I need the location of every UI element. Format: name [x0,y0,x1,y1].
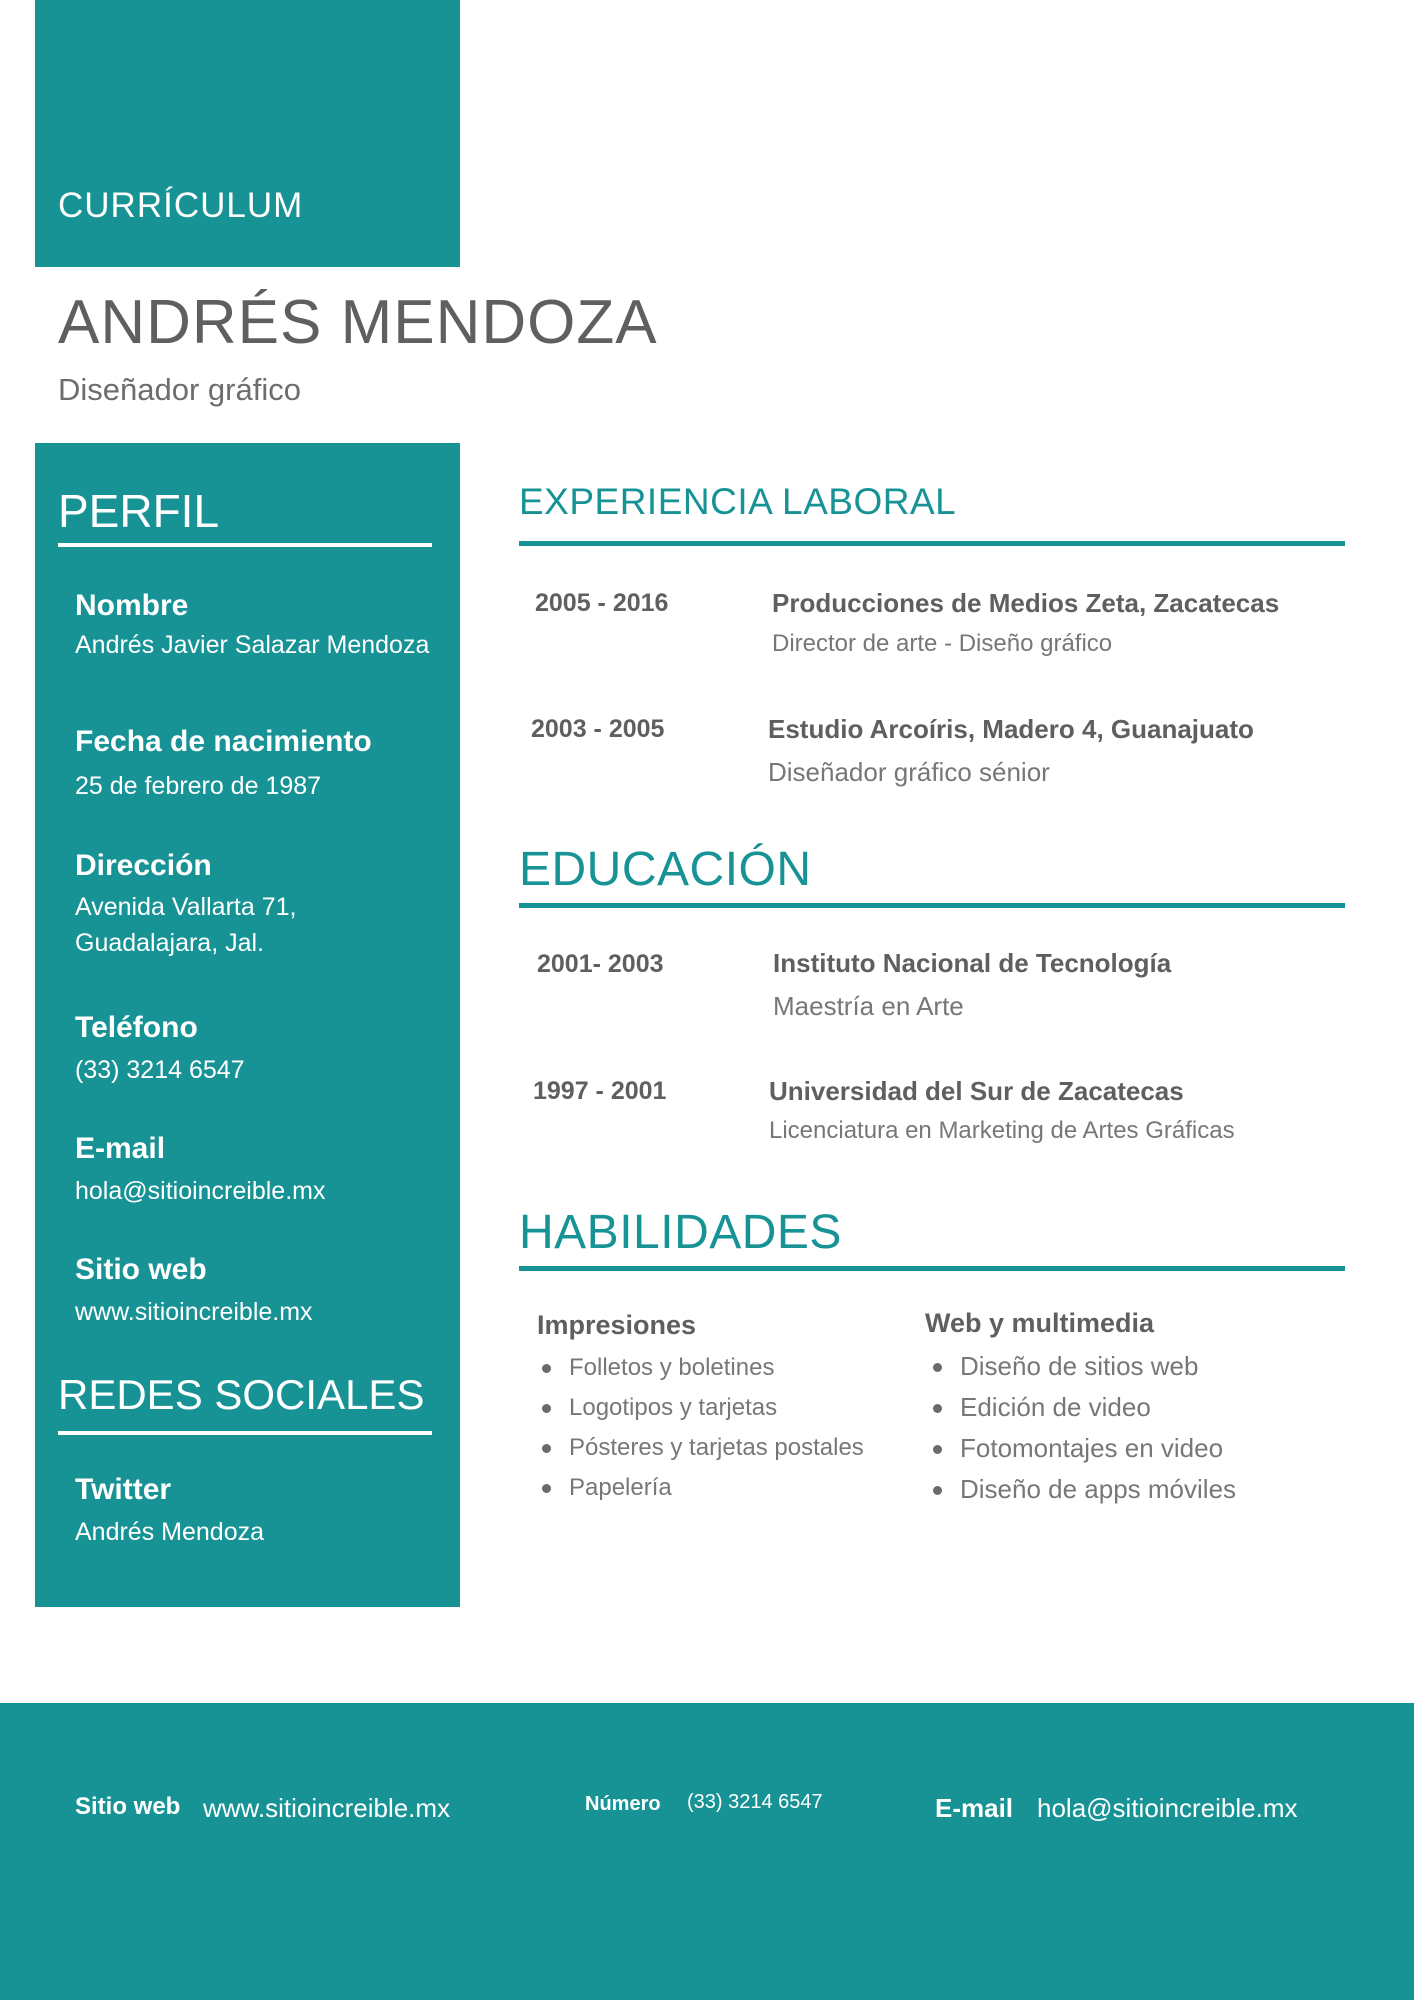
experience-period: 2003 - 2005 [531,715,665,743]
education-period: 2001- 2003 [537,950,664,978]
footer-phone-value: (33) 3214 6547 [687,1791,823,1813]
footer-email-value: hola@sitioincreible.mx [1037,1793,1298,1823]
education-title: Instituto Nacional de Tecnología [773,948,1172,978]
candidate-name: ANDRÉS MENDOZA [58,288,658,357]
experience-title: Producciones de Medios Zeta, Zacatecas [772,588,1280,618]
skills-print-heading: Impresiones [537,1310,697,1340]
education-subtitle: Maestría en Arte [773,991,964,1021]
list-item: Edición de video [929,1387,1236,1428]
experience-title: Estudio Arcoíris, Madero 4, Guanajuato [768,714,1254,744]
profile-address-line1: Avenida Vallarta 71, [75,893,297,921]
profile-heading: PERFIL [58,485,220,537]
education-title: Universidad del Sur de Zacatecas [769,1076,1184,1106]
profile-website-value: www.sitioincreible.mx [75,1298,313,1326]
social-twitter-value: Andrés Mendoza [75,1518,265,1546]
skills-print-list [538,1348,864,1508]
profile-email-label: E-mail [75,1132,166,1165]
profile-email-value: hola@sitioincreible.mx [75,1177,326,1205]
skills-heading-rule [519,1266,1345,1271]
list-item: Logotipos y tarjetas [538,1388,864,1428]
list-item: Diseño de apps móviles [929,1469,1236,1510]
social-heading: REDES SOCIALES [58,1371,425,1418]
education-subtitle: Licenciatura en Marketing de Artes Gráficas [769,1117,1235,1144]
skills-web-heading: Web y multimedia [925,1308,1155,1338]
social-twitter-label: Twitter [75,1473,172,1506]
profile-name-value: Andrés Javier Salazar Mendoza [75,631,430,659]
experience-subtitle: Diseñador gráfico sénior [768,757,1050,787]
skills-heading: HABILIDADES [519,1206,842,1259]
education-period: 1997 - 2001 [533,1077,667,1105]
experience-subtitle: Director de arte - Diseño gráfico [772,630,1113,657]
education-heading-rule [519,903,1345,908]
profile-birthdate-value: 25 de febrero de 1987 [75,772,322,800]
profile-phone-label: Teléfono [75,1011,198,1044]
profile-birthdate-label: Fecha de nacimiento [75,725,372,758]
profile-name-label: Nombre [75,589,189,622]
experience-heading: EXPERIENCIA LABORAL [519,481,957,522]
education-heading: EDUCACIÓN [519,843,812,896]
list-item: Fotomontajes en video [929,1428,1236,1469]
social-heading-rule [58,1431,432,1435]
list-item: Papelería [538,1468,864,1508]
footer-website-label: Sitio web [75,1793,181,1820]
profile-phone-value: (33) 3214 6547 [75,1056,245,1084]
header-block [35,0,460,267]
candidate-role: Diseñador gráfico [58,372,301,407]
list-item: Folletos y boletines [538,1348,864,1388]
skills-web-list [929,1346,1236,1510]
profile-website-label: Sitio web [75,1253,207,1286]
list-item: Diseño de sitios web [929,1346,1236,1387]
footer-phone-label: Número [585,1793,661,1815]
profile-address-label: Dirección [75,849,212,882]
footer-website-value: www.sitioincreible.mx [203,1793,451,1823]
document-type-label: CURRÍCULUM [58,186,304,225]
contact-footer [0,1703,1414,2000]
profile-heading-rule [58,543,432,547]
experience-period: 2005 - 2016 [535,589,669,617]
list-item: Pósteres y tarjetas postales [538,1428,864,1468]
experience-heading-rule [519,541,1345,546]
profile-address-line2: Guadalajara, Jal. [75,929,265,957]
footer-email-label: E-mail [935,1793,1014,1823]
